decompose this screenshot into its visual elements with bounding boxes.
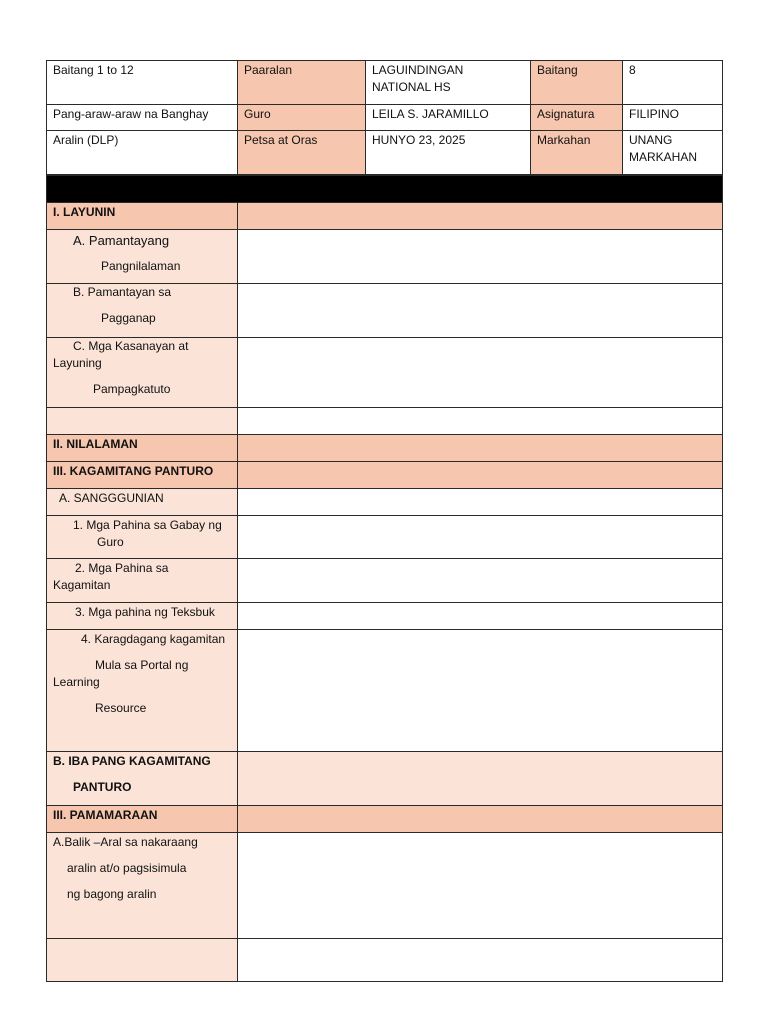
row-portal [47,630,723,752]
subject-label: Asignatura [531,105,623,131]
balik-aral-value [238,833,723,939]
pamamaraan-value [238,806,723,833]
grade-label: Baitang [531,61,623,105]
iba-pang-kagamitan-value [238,752,723,806]
pamantayang-pangnilalaman-value [238,230,723,284]
row-kasanayan [47,338,723,408]
s2-line2: Kagamitan [53,578,111,592]
pamantayan-pagganap-label [47,284,238,338]
balik-line3: ng bagong aralin [67,887,157,901]
kasanayan-value [238,338,723,408]
b-line2: Pagganap [101,311,156,325]
grade-range-label: Baitang 1 to 12 [47,61,238,105]
empty-value-2 [238,939,723,982]
row-kagamitang-panturo [47,462,723,489]
row-pamantayang-pangnilalaman [47,230,723,284]
iba-pang-kagamitan-label [47,752,238,806]
portal-value [238,630,723,752]
s4-line2: Mula sa Portal ng [95,658,189,672]
row-pamantayan-pagganap [47,284,723,338]
row-kagamitan [47,559,723,603]
gabay-guro-value [238,516,723,559]
nilalaman-value [238,435,723,462]
c-line2: Layuning [53,356,102,370]
layunin-heading: I. LAYUNIN [47,203,238,230]
s1-line1: 1. Mga Pahina sa Gabay ng [73,518,222,532]
a-line2: Pangnilalaman [101,259,181,273]
kagamitan-label [47,559,238,603]
s2-line1: 2. Mga Pahina sa [75,561,169,575]
grade-value: 8 [623,61,723,105]
row-layunin [47,203,723,230]
header-row-date [47,131,723,175]
teksbuk-label: 3. Mga pahina ng Teksbuk [47,603,238,630]
s1-line2: Guro [97,535,124,549]
kagamitang-panturo-heading: III. KAGAMITANG PANTURO [47,462,238,489]
row-teksbuk [47,603,723,630]
row-gabay-guro [47,516,723,559]
a-line1: A. Pamantayang [73,233,170,248]
nilalaman-heading: II. NILALAMAN [47,435,238,462]
row-empty-2 [47,939,723,982]
balik-line2: aralin at/o pagsisimula [67,861,187,875]
header-table [46,60,723,175]
c-line3: Pampagkatuto [93,382,171,396]
empty-label-2 [47,939,238,982]
b-line1: B. Pamantayan sa [73,285,172,299]
portal-label [47,630,238,752]
content-table [46,175,723,982]
empty-value-1 [238,408,723,435]
s4-line4: Resource [95,701,147,715]
row-iba-pang-kagamitan [47,752,723,806]
black-divider-row [47,176,723,203]
s4-line1: 4. Karagdagang kagamitan [81,632,226,646]
row-pamamaraan [47,806,723,833]
quarter-label: Markahan [531,131,623,175]
row-sanggunian [47,489,723,516]
row-balik-aral [47,833,723,939]
plan-type-label-2: Aralin (DLP) [47,131,238,175]
c-line1: C. Mga Kasanayan at [73,339,189,353]
iba-line2: PANTURO [73,780,132,794]
school-value: LAGUINDINGAN NATIONAL HS [366,61,531,105]
lesson-plan [46,60,722,982]
header-row-school [47,61,723,105]
row-nilalaman [47,435,723,462]
date-value: HUNYO 23, 2025 [366,131,531,175]
kagamitan-value [238,559,723,603]
row-empty-1 [47,408,723,435]
iba-line1: B. IBA PANG KAGAMITANG [53,754,211,768]
quarter-value: UNANG MARKAHAN [623,131,723,175]
balik-line1: A.Balik –Aral sa nakaraang [53,835,198,849]
layunin-value [238,203,723,230]
plan-type-label: Pang-araw-araw na Banghay [47,105,238,131]
sanggunian-value [238,489,723,516]
pamantayang-pangnilalaman-label [47,230,238,284]
kagamitang-panturo-value [238,462,723,489]
teacher-value: LEILA S. JARAMILLO [366,105,531,131]
date-label: Petsa at Oras [238,131,366,175]
gabay-guro-label [47,516,238,559]
pamamaraan-heading: III. PAMAMARAAN [47,806,238,833]
teksbuk-value [238,603,723,630]
pamantayan-pagganap-value [238,284,723,338]
header-row-teacher [47,105,723,131]
subject-value: FILIPINO [623,105,723,131]
sanggunian-label: A. SANGGGUNIAN [47,489,238,516]
kasanayan-label [47,338,238,408]
s4-line3: Learning [53,675,100,689]
school-label: Paaralan [238,61,366,105]
empty-label-1 [47,408,238,435]
teacher-label: Guro [238,105,366,131]
balik-aral-label [47,833,238,939]
